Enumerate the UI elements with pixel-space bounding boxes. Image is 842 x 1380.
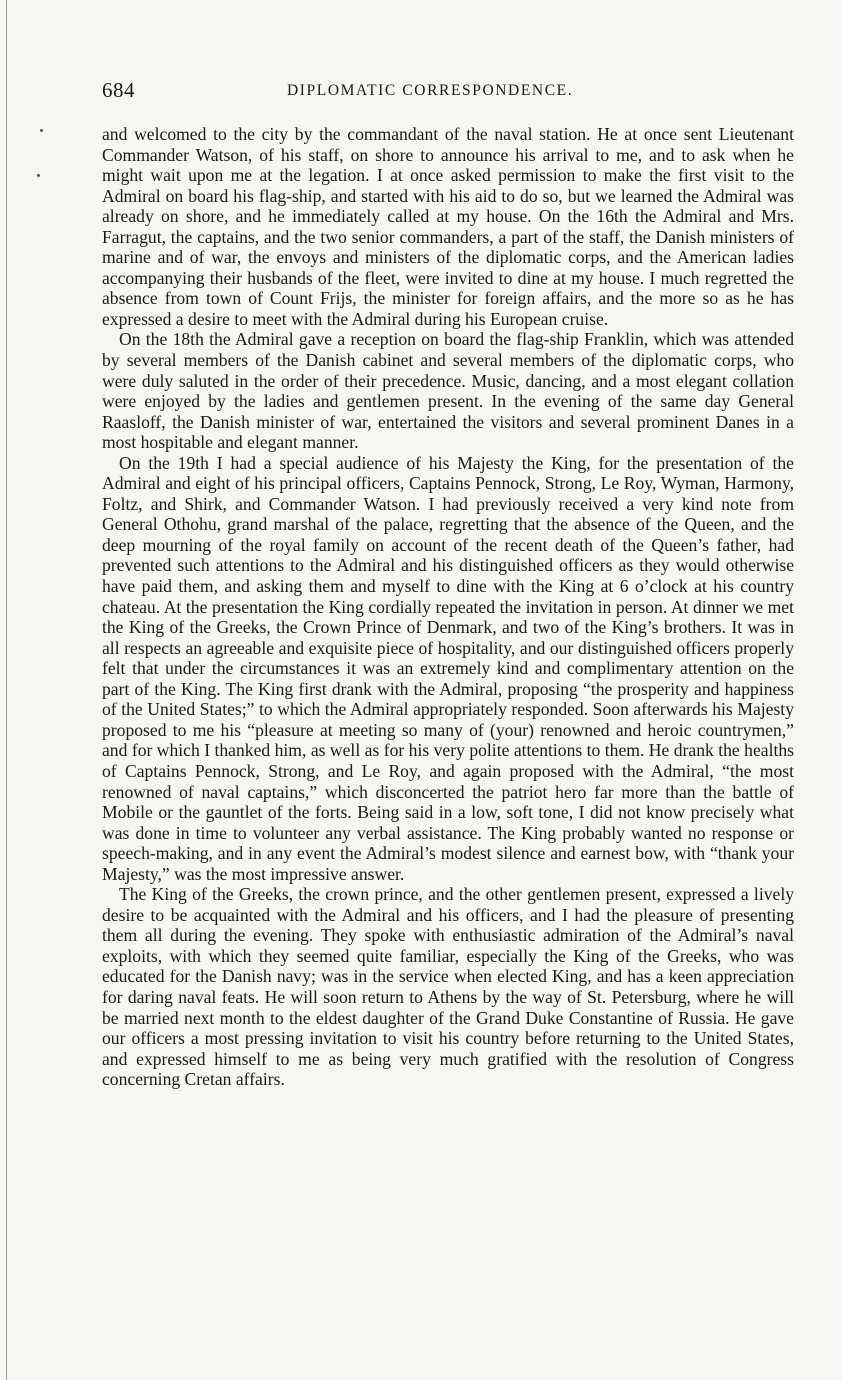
page-number: 684 — [102, 78, 135, 102]
scan-speck — [37, 174, 40, 177]
paragraph-king-of-greeks: The King of the Greeks, the crown prince, and the other gentlemen present, expressed a lively desire to be acquainted with the Admiral and his officers, and I had the pleasure of presenting them all during the evening. They spoke with enthusiastic admiration of the Admiral’s naval exploits, with which they seemed quite familiar, especially the King of the Greeks, who was educated for the Danish navy; was in the service when elected King, and has a keen appreciation for daring naval feats. He will soon return to Athens by the way of St. Petersburg, where he will be married next month to the eldest daughter of the Grand Duke Constantine of Russia. He gave our officers a most pressing invitation to visit his country before returning to the United States, and expressed himself to me as being very much gratified with the resolution of Congress concerning Cretan affairs. — [102, 884, 794, 1090]
page-header — [102, 78, 794, 106]
page-edge-rule — [6, 0, 7, 1380]
paragraph-reception: On the 18th the Admiral gave a reception on board the flag-ship Franklin, which was attended by several members of the Danish cabinet and several members of the diplomatic corps, who were duly saluted in the order of their precedence. Music, dancing, and a most elegant collation were enjoyed by the ladies and gentlemen present. In the evening of the same day General Raasloff, the Danish minister of war, entertained the visitors and several prominent Danes in a most hospitable and elegant manner. — [102, 329, 794, 453]
paragraph-continued: and welcomed to the city by the commandant of the naval station. He at once sent Lieutenant Commander Watson, of his staff, on shore to announce his arrival to me, and to ask when he might wait upon me at the legation. I at once asked permission to make the first visit to the Admiral on board his flag-ship, and started with his aid to do so, but we learned the Admiral was already on shore, and he immediately called at my house. On the 16th the Admiral and Mrs. Farragut, the captains, and the two senior commanders, a part of the staff, the Danish ministers of marine and of war, the envoys and ministers of the diplomatic corps, and the American ladies accompanying their husbands of the fleet, were invited to dine at my house. I much regretted the absence from town of Count Frijs, the minister for foreign affairs, and the more so as he has expressed a desire to meet with the Admiral during his European cruise. — [102, 124, 794, 329]
running-head: DIPLOMATIC CORRESPONDENCE. — [287, 82, 574, 99]
body-text — [102, 124, 794, 1090]
scan-speck — [40, 129, 43, 132]
paragraph-royal-audience: On the 19th I had a special audience of his Majesty the King, for the presentation of the Admiral and eight of his principal officers, Captains Pennock, Strong, Le Roy, Wyman, Harmony, Foltz, and Shirk, and Commander Watson. I had previously received a very kind note from General Othohu, grand marshal of the palace, regretting that the absence of the Queen, and the deep mourning of the royal family on account of the recent death of the Queen’s father, had prevented such attentions to the Admiral and his distinguished officers as they would otherwise have paid them, and asking them and myself to dine with the King at 6 o’clock at his country chateau. At the presentation the King cordially repeated the invitation in person. At dinner we met the King of the Greeks, the Crown Prince of Denmark, and two of the King’s brothers. It was in all respects an agreeable and exquisite piece of hospitality, and our distinguished officers properly felt that under the circumstances it was an extremely kind and complimentary attention on the part of the King. The King first drank with the Admiral, proposing “the prosperity and happiness of the United States;” to which the Admiral appropriately responded. Soon afterwards his Majesty proposed to me his “pleasure at meeting so many of (your) renowned and heroic countrymen,” and for which I thanked him, as well as for his very polite attentions to them. He drank the healths of Captains Pennock, Strong, and Le Roy, and again proposed with the Admiral, “the most renowned of naval captains,” which disconcerted the patriot hero far more than the battle of Mobile or the gauntlet of the forts. Being said in a low, soft tone, I did not know precisely what was done in time to volunteer any verbal assistance. The King probably wanted no response or speech-making, and in any event the Admiral’s modest silence and earnest bow, with “thank your Majesty,” was the most impressive answer. — [102, 452, 794, 884]
